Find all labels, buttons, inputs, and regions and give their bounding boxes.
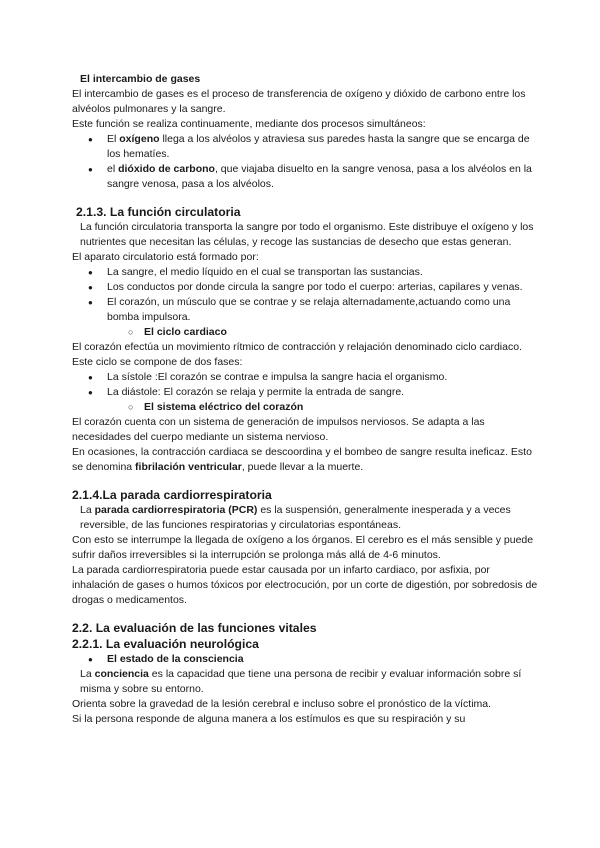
bullet-list	[72, 265, 540, 325]
bullet-list	[72, 132, 540, 192]
bold-term: conciencia	[94, 668, 149, 680]
list-item: ● El oxígeno llega a los alvéolos y atraviesa sus paredes hasta la sangre que se encarga de los hematíes.	[72, 132, 540, 162]
paragraph: La función circulatoria transporta la sangre por todo el organismo. Este distribuye el oxígeno y los nutrientes que necesitan las células, y recoge las sustancias de desecho que estas generan.	[80, 221, 534, 248]
paragraph: La parada cardiorrespiratoria (PCR) es la suspensión, generalmente inesperada y a veces reversible, de las funciones respiratorias y circulatorias espontáneas.	[80, 504, 511, 531]
sub-list	[72, 400, 540, 415]
bold-term: oxígeno	[119, 133, 160, 145]
list-item: ● El corazón, un músculo que se contrae y se relaja alternadamente,actuando como una bomba impulsora.	[72, 295, 540, 325]
section-heading-circulatoria: 2.1.3. La función circulatoria	[76, 205, 241, 219]
section-heading-parada: 2.1.4.La parada cardiorrespiratoria	[72, 488, 272, 502]
list-item: ● Los conductos por donde circula la sangre por todo el cuerpo: arterias, capilares y venas.	[72, 280, 540, 295]
paragraph: La parada cardiorrespiratoria puede estar causada por un infarto cardiaco, por asfixia, por inhalación de gases o humos tóxicos por electrocución, por un corte de digestión, por sobredosis de drogas o medicamentos.	[72, 564, 538, 606]
paragraph: Si la persona responde de alguna manera a los estímulos es que su respiración y su	[72, 713, 466, 725]
paragraph: Este función se realiza continuamente, mediante dos procesos simultáneos:	[72, 118, 426, 130]
list-item: ● La sangre, el medio líquido en el cual se transportan las sustancias.	[72, 265, 540, 280]
paragraph: La conciencia es la capacidad que tiene una persona de recibir y evaluar información sobre sí misma y sobre su entorno.	[80, 668, 522, 695]
subsection-heading-neurologica: 2.2.1. La evaluación neurológica	[72, 637, 259, 651]
subheading-electrico: ○ El sistema eléctrico del corazón	[72, 400, 540, 415]
list-item: ● El estado de la consciencia	[72, 652, 540, 667]
paragraph: El intercambio de gases es el proceso de transferencia de oxígeno y dióxido de carbono entre los alvéolos pulmonares y la sangre.	[72, 88, 526, 115]
section-heading-evaluacion: 2.2. La evaluación de las funciones vitales	[72, 621, 317, 635]
subheading-ciclo: ○ El ciclo cardiaco	[72, 325, 540, 340]
list-item: ● La sístole :El corazón se contrae e impulsa la sangre hacia el organismo.	[72, 370, 540, 385]
paragraph: Con esto se interrumpe la llegada de oxígeno a los órganos. El cerebro es el más sensible y puede sufrir daños irreversibles si la interrupción se prolonga más allá de 4-6 minutos.	[72, 534, 534, 561]
list-item: ● La diástole: El corazón se relaja y permite la entrada de sangre.	[72, 385, 540, 400]
paragraph: El corazón cuenta con un sistema de generación de impulsos nerviosos. Se adapta a las necesidades del cuerpo mediante un sistema nervioso.	[72, 416, 485, 443]
sub-list	[72, 325, 540, 340]
section-heading-gases: El intercambio de gases	[80, 73, 201, 85]
bold-term: fibrilación ventricular	[135, 461, 242, 473]
bold-term: dióxido de carbono	[118, 163, 215, 175]
bullet-list	[72, 652, 540, 667]
bold-term: parada cardiorrespiratoria (PCR)	[94, 504, 258, 516]
list-item: ● el dióxido de carbono, que viajaba disuelto en la sangre venosa, pasa a los alvéolos en la sangre venosa, pasa a los alvéolos.	[72, 162, 540, 192]
paragraph: Orienta sobre la gravedad de la lesión cerebral e incluso sobre el pronóstico de la víctima.	[72, 698, 492, 710]
paragraph: En ocasiones, la contracción cardiaca se descoordina y el bombeo de sangre resulta ineficaz. Esto se denomina fibrilación ventricular, puede llevar a la muerte.	[72, 446, 532, 473]
paragraph: El corazón efectúa un movimiento rítmico de contracción y relajación denominado ciclo cardiaco. Este ciclo se compone de dos fases:	[72, 341, 522, 368]
paragraph: El aparato circulatorio está formado por:	[72, 251, 259, 263]
bullet-list	[72, 370, 540, 400]
